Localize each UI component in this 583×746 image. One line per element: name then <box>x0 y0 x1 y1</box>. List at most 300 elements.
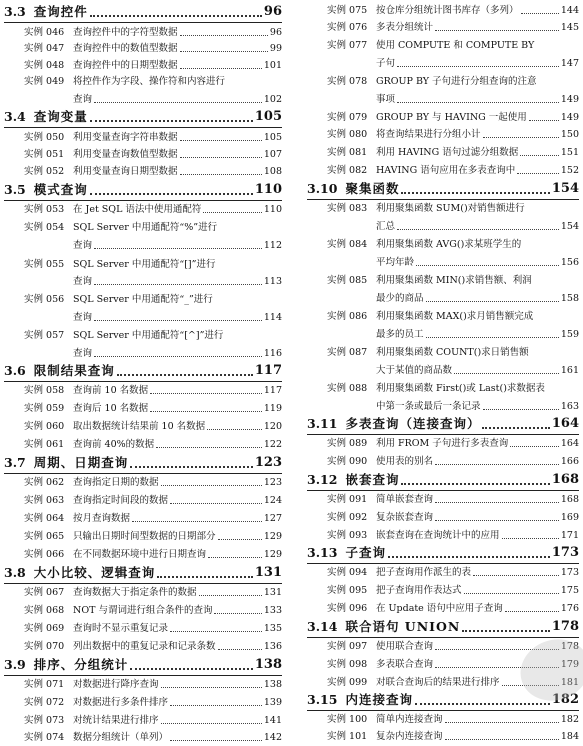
example-label: 实例 068 <box>24 605 65 616</box>
toc-entry <box>4 57 282 74</box>
entry-title-continuation: 查询 <box>73 94 93 105</box>
entry-title: 将控件作为字段、操作符和内容进行 <box>73 76 226 87</box>
entry-page-number: 168 <box>560 494 579 505</box>
entry-title: 复杂内连接查询 <box>376 731 443 742</box>
toc-entry <box>4 40 282 57</box>
example-label: 实例 090 <box>327 456 368 467</box>
toc-entry <box>307 308 579 325</box>
entry-page-number: 150 <box>560 129 579 140</box>
entry-title-continuation: 查询 <box>73 276 93 287</box>
section-heading <box>4 180 282 201</box>
toc-entry <box>4 146 282 163</box>
toc-entry <box>4 729 282 746</box>
leader-dots <box>90 15 262 17</box>
toc-entry <box>4 474 282 491</box>
section-heading <box>4 107 282 128</box>
entry-page-number: 144 <box>560 5 579 16</box>
entry-page-number: 151 <box>560 147 579 158</box>
entry-page-number: 147 <box>560 58 579 69</box>
section-number: 3.14 <box>307 619 338 634</box>
example-label: 实例 096 <box>327 603 368 614</box>
section-title: 周期、日期查询 <box>33 455 129 470</box>
leader-dots <box>426 337 559 338</box>
entry-page-number: 184 <box>560 731 579 742</box>
entry-page-number: 105 <box>263 132 282 143</box>
toc-entry <box>4 163 282 180</box>
entry-page-number: 101 <box>263 60 282 71</box>
entry-title: GROUP BY 子句进行分组查询的注意 <box>376 76 537 87</box>
leader-dots <box>94 284 262 285</box>
example-label: 实例 060 <box>24 421 65 432</box>
toc-entry <box>4 327 282 344</box>
leader-dots <box>426 301 559 302</box>
example-label: 实例 046 <box>24 27 65 38</box>
section-heading <box>4 453 282 474</box>
toc-entry-continuation <box>307 326 579 343</box>
leader-dots <box>416 265 559 266</box>
entry-title: 查询指定日期的数据 <box>73 477 159 488</box>
entry-page-number: 142 <box>263 732 282 743</box>
entry-title: SQL Server 中用通配符“[^]”进行 <box>73 330 224 341</box>
leader-dots <box>388 556 550 558</box>
leader-dots <box>161 485 262 486</box>
toc-entry <box>307 126 579 143</box>
example-label: 实例 093 <box>327 530 368 541</box>
entry-page-number: 149 <box>560 112 579 123</box>
entry-title: 使用联合查询 <box>376 641 434 652</box>
entry-title: 查询前 10 名数据 <box>73 385 149 396</box>
section-heading <box>307 179 579 200</box>
leader-dots <box>130 466 253 468</box>
toc-entry <box>4 584 282 601</box>
entry-page-number: 179 <box>560 659 579 670</box>
toc-entry-continuation <box>307 398 579 415</box>
leader-dots <box>207 429 262 430</box>
leader-dots <box>445 739 559 740</box>
entry-page-number: 158 <box>560 293 579 304</box>
leader-dots <box>464 593 559 594</box>
section-heading <box>307 470 579 491</box>
entry-page-number: 176 <box>560 603 579 614</box>
example-label: 实例 095 <box>327 585 368 596</box>
example-label: 实例 070 <box>24 641 65 652</box>
toc-entry <box>307 491 579 508</box>
entry-page-number: 181 <box>560 677 579 688</box>
entry-page-number: 108 <box>263 166 282 177</box>
leader-dots <box>397 66 559 67</box>
leader-dots <box>435 30 559 31</box>
toc-entry <box>307 728 579 745</box>
toc-entry <box>307 344 579 361</box>
entry-page-number: 116 <box>263 348 282 359</box>
entry-page-number: 113 <box>263 276 282 287</box>
toc-entry <box>307 37 579 54</box>
leader-dots <box>401 192 549 194</box>
entry-page-number: 114 <box>263 312 282 323</box>
entry-title: 查询后 10 名数据 <box>73 403 149 414</box>
toc-entry-continuation <box>4 91 282 108</box>
example-label: 实例 094 <box>327 567 368 578</box>
toc-entry <box>307 435 579 452</box>
entry-title: 按月查询数据 <box>73 513 131 524</box>
entry-title-continuation: 中第一条或最后一条记录 <box>376 401 481 412</box>
entry-page-number: 182 <box>560 714 579 725</box>
example-label: 实例 087 <box>327 347 368 358</box>
entry-title: GROUP BY 与 HAVING 一起使用 <box>376 112 527 123</box>
entry-page-number: 154 <box>560 221 579 232</box>
entry-page-number: 99 <box>269 43 282 54</box>
example-label: 实例 056 <box>24 294 65 305</box>
example-label: 实例 059 <box>24 403 65 414</box>
entry-page-number: 171 <box>560 530 579 541</box>
example-label: 实例 076 <box>327 22 368 33</box>
entry-title: 查询时不显示重复记录 <box>73 623 169 634</box>
toc-entry-continuation <box>4 273 282 290</box>
entry-title: 利用聚集函数 AVG()求某班学生的 <box>376 239 522 250</box>
leader-dots <box>397 102 559 103</box>
entry-title-continuation: 查询 <box>73 240 93 251</box>
example-label: 实例 100 <box>327 714 368 725</box>
section-number: 3.13 <box>307 545 338 560</box>
example-label: 实例 073 <box>24 715 65 726</box>
leader-dots <box>180 174 262 175</box>
toc-entry-continuation <box>4 237 282 254</box>
section-number: 3.8 <box>4 565 26 580</box>
entry-page-number: 131 <box>263 587 282 598</box>
example-label: 实例 078 <box>327 76 368 87</box>
toc-entry <box>307 73 579 90</box>
toc-entry <box>307 272 579 289</box>
toc-entry <box>4 418 282 435</box>
toc-entry-continuation <box>307 55 579 72</box>
example-label: 实例 051 <box>24 149 65 160</box>
leader-dots <box>180 51 268 52</box>
section-page-number: 173 <box>551 545 579 560</box>
example-label: 实例 064 <box>24 513 65 524</box>
toc-entry <box>4 201 282 218</box>
toc-entry <box>307 19 579 36</box>
leader-dots <box>203 212 261 213</box>
entry-page-number: 112 <box>263 240 282 251</box>
toc-entry <box>4 436 282 453</box>
entry-title: 对联合查询后的结果进行排序 <box>376 677 500 688</box>
section-page-number: 154 <box>551 181 579 196</box>
leader-dots <box>94 102 262 103</box>
toc-entry <box>4 291 282 308</box>
section-page-number: 117 <box>254 363 282 378</box>
entry-title-continuation: 事项 <box>376 94 396 105</box>
entry-page-number: 129 <box>263 531 282 542</box>
example-label: 实例 055 <box>24 259 65 270</box>
section-heading <box>307 414 579 435</box>
entry-title: 把子查询用作派生的表 <box>376 567 472 578</box>
section-page-number: 131 <box>254 565 282 580</box>
entry-title: 利用聚集函数 SUM()对销售额进行 <box>376 203 525 214</box>
leader-dots <box>482 427 549 429</box>
toc-entry <box>4 620 282 637</box>
leader-dots <box>510 446 559 447</box>
entry-page-number: 136 <box>263 641 282 652</box>
leader-dots <box>483 409 559 410</box>
section-heading <box>4 655 282 676</box>
entry-title: 查询前 40%的数据 <box>73 439 155 450</box>
section-heading <box>4 563 282 584</box>
entry-page-number: 110 <box>263 204 282 215</box>
leader-dots <box>130 668 253 670</box>
entry-title: 查询控件中的字符型数据 <box>73 27 178 38</box>
toc-entry <box>4 694 282 711</box>
entry-title: 在 Update 语句中应用子查询 <box>376 603 503 614</box>
toc-entry <box>4 676 282 693</box>
entry-page-number: 138 <box>263 679 282 690</box>
entry-title: 将查询结果进行分组小计 <box>376 129 481 140</box>
entry-title: 利用聚集函数 First()或 Last()求数据表 <box>376 383 545 394</box>
example-label: 实例 088 <box>327 383 368 394</box>
entry-title: 多表分组统计 <box>376 22 434 33</box>
leader-dots <box>156 447 262 448</box>
toc-entry <box>4 73 282 90</box>
toc-entry-continuation <box>307 218 579 235</box>
example-label: 实例 058 <box>24 385 65 396</box>
toc-entry <box>4 602 282 619</box>
example-label: 实例 063 <box>24 495 65 506</box>
entry-page-number: 127 <box>263 513 282 524</box>
toc-entry <box>4 219 282 236</box>
toc-entry <box>307 144 579 161</box>
leader-dots <box>180 157 262 158</box>
section-number: 3.15 <box>307 692 338 707</box>
section-page-number: 105 <box>254 109 282 124</box>
leader-dots <box>473 575 559 576</box>
entry-title: 使用 COMPUTE 和 COMPUTE BY <box>376 40 535 51</box>
entry-page-number: 107 <box>263 149 282 160</box>
example-label: 实例 047 <box>24 43 65 54</box>
section-number: 3.12 <box>307 472 338 487</box>
entry-title: 利用 HAVING 语句过滤分组数据 <box>376 147 519 158</box>
leader-dots <box>483 137 559 138</box>
entry-page-number: 120 <box>263 421 282 432</box>
section-page-number: 123 <box>254 455 282 470</box>
example-label: 实例 089 <box>327 438 368 449</box>
toc-entry <box>4 24 282 41</box>
entry-page-number: 141 <box>263 715 282 726</box>
entry-page-number: 159 <box>560 329 579 340</box>
leader-dots <box>90 193 253 195</box>
toc-entry-continuation <box>307 290 579 307</box>
entry-page-number: 139 <box>263 697 282 708</box>
leader-dots <box>132 521 262 522</box>
example-label: 实例 062 <box>24 477 65 488</box>
entry-title: 查询控件中的数值型数据 <box>73 43 178 54</box>
entry-title: 利用聚集函数 MIN()求销售额、利润 <box>376 275 532 286</box>
toc-entry <box>4 638 282 655</box>
section-title: 内连接查询 <box>345 692 413 707</box>
toc-entry <box>307 236 579 253</box>
leader-dots <box>520 155 559 156</box>
toc-entry <box>4 382 282 399</box>
section-title: 子查询 <box>345 545 386 560</box>
leader-dots <box>435 502 559 503</box>
section-page-number: 168 <box>551 472 579 487</box>
example-label: 实例 081 <box>327 147 368 158</box>
entry-title: 对数据进行降序查询 <box>73 679 159 690</box>
leader-dots <box>170 631 262 632</box>
leader-dots <box>454 373 559 374</box>
leader-dots <box>180 68 262 69</box>
entry-page-number: 129 <box>263 549 282 560</box>
example-label: 实例 054 <box>24 222 65 233</box>
entry-page-number: 135 <box>263 623 282 634</box>
example-label: 实例 057 <box>24 330 65 341</box>
toc-entry <box>307 509 579 526</box>
section-number: 3.3 <box>4 4 26 19</box>
entry-title: 对数据进行多条件排序 <box>73 697 169 708</box>
entry-title-continuation: 查询 <box>73 312 93 323</box>
entry-title: 简单嵌套查询 <box>376 494 434 505</box>
entry-title: 在不同数据环境中进行日期查询 <box>73 549 207 560</box>
toc-entry <box>4 510 282 527</box>
example-label: 实例 083 <box>327 203 368 214</box>
entry-page-number: 161 <box>560 365 579 376</box>
toc-entry-continuation <box>307 91 579 108</box>
toc-entry <box>4 712 282 729</box>
toc-entry-continuation <box>307 254 579 271</box>
example-label: 实例 084 <box>327 239 368 250</box>
leader-dots <box>170 740 262 741</box>
leader-dots <box>415 703 550 705</box>
leader-dots <box>161 687 262 688</box>
example-label: 实例 048 <box>24 60 65 71</box>
entry-title: 列出数据中的重复记录和记录条数 <box>73 641 216 652</box>
toc-entry <box>4 492 282 509</box>
example-label: 实例 077 <box>327 40 368 51</box>
entry-title: 取出数据统计结果前 10 名数据 <box>73 421 206 432</box>
entry-page-number: 169 <box>560 512 579 523</box>
section-heading <box>307 543 579 564</box>
entry-page-number: 178 <box>560 641 579 652</box>
leader-dots <box>517 173 559 174</box>
toc-entry <box>4 129 282 146</box>
example-label: 实例 092 <box>327 512 368 523</box>
leader-dots <box>199 595 262 596</box>
entry-page-number: 119 <box>263 403 282 414</box>
toc-entry <box>307 600 579 617</box>
toc-entry <box>307 109 579 126</box>
entry-title-continuation: 查询 <box>73 348 93 359</box>
entry-title-continuation: 平均年龄 <box>376 257 415 268</box>
example-label: 实例 074 <box>24 732 65 743</box>
entry-page-number: 166 <box>560 456 579 467</box>
entry-page-number: 152 <box>560 165 579 176</box>
example-label: 实例 069 <box>24 623 65 634</box>
entry-page-number: 164 <box>560 438 579 449</box>
leader-dots <box>521 13 559 14</box>
entry-title-continuation: 子句 <box>376 58 396 69</box>
section-page-number: 110 <box>254 182 282 197</box>
entry-page-number: 175 <box>560 585 579 596</box>
toc-entry <box>307 711 579 728</box>
leader-dots <box>94 356 262 357</box>
toc-entry-continuation <box>4 345 282 362</box>
section-heading <box>4 2 282 23</box>
leader-dots <box>150 411 262 412</box>
leader-dots <box>90 120 253 122</box>
leader-dots <box>218 649 262 650</box>
leader-dots <box>208 557 262 558</box>
leader-dots <box>435 464 559 465</box>
leader-dots <box>505 611 559 612</box>
example-label: 实例 082 <box>327 165 368 176</box>
entry-title: 利用变量查询字符串数据 <box>73 132 178 143</box>
entry-title-continuation: 汇总 <box>376 221 396 232</box>
entry-title: SQL Server 中用通配符“_”进行 <box>73 294 213 305</box>
entry-title: 数据分组统计（单列） <box>73 732 169 743</box>
example-label: 实例 091 <box>327 494 368 505</box>
entry-title-continuation: 最少的商品 <box>376 293 424 304</box>
example-label: 实例 086 <box>327 311 368 322</box>
toc-entry-continuation <box>4 309 282 326</box>
leader-dots <box>94 320 262 321</box>
example-label: 实例 052 <box>24 166 65 177</box>
toc-entry <box>4 400 282 417</box>
toc-entry <box>307 380 579 397</box>
entry-title-continuation: 大于某值的商品数 <box>376 365 453 376</box>
leader-dots <box>117 374 253 376</box>
section-title: 模式查询 <box>33 182 88 197</box>
entry-page-number: 122 <box>263 439 282 450</box>
example-label: 实例 049 <box>24 76 65 87</box>
toc-entry <box>307 582 579 599</box>
toc-entry <box>4 546 282 563</box>
example-label: 实例 075 <box>327 5 368 16</box>
section-title: 大小比较、逻辑查询 <box>33 565 156 580</box>
entry-page-number: 96 <box>269 27 282 38</box>
toc-entry <box>307 200 579 217</box>
entry-page-number: 124 <box>263 495 282 506</box>
entry-page-number: 133 <box>263 605 282 616</box>
section-number: 3.7 <box>4 455 26 470</box>
section-title: 聚集函数 <box>345 181 400 196</box>
example-label: 实例 080 <box>327 129 368 140</box>
entry-title: 只输出日期时间型数据的日期部分 <box>73 531 216 542</box>
entry-title: 嵌套查询在查询统计中的应用 <box>376 530 500 541</box>
example-label: 实例 097 <box>327 641 368 652</box>
example-label: 实例 099 <box>327 677 368 688</box>
entry-title: 利用聚集函数 COUNT()求日销售额 <box>376 347 529 358</box>
leader-dots <box>161 723 262 724</box>
leader-dots <box>397 229 559 230</box>
toc-entry <box>4 528 282 545</box>
toc-entry <box>307 564 579 581</box>
leader-dots <box>435 520 559 521</box>
entry-title: 在 Jet SQL 语法中使用通配符 <box>73 204 202 215</box>
leader-dots <box>401 483 549 485</box>
entry-page-number: 173 <box>560 567 579 578</box>
entry-title-continuation: 最多的员工 <box>376 329 424 340</box>
section-number: 3.11 <box>307 416 338 431</box>
section-title: 联合语句 UNION <box>345 619 461 634</box>
example-label: 实例 079 <box>327 112 368 123</box>
section-title: 限制结果查询 <box>33 363 115 378</box>
toc-entry <box>307 527 579 544</box>
example-label: 实例 098 <box>327 659 368 670</box>
section-number: 3.9 <box>4 657 26 672</box>
example-label: 实例 071 <box>24 679 65 690</box>
section-page-number: 178 <box>551 619 579 634</box>
toc-entry <box>307 453 579 470</box>
example-label: 实例 066 <box>24 549 65 560</box>
leader-dots <box>170 503 262 504</box>
